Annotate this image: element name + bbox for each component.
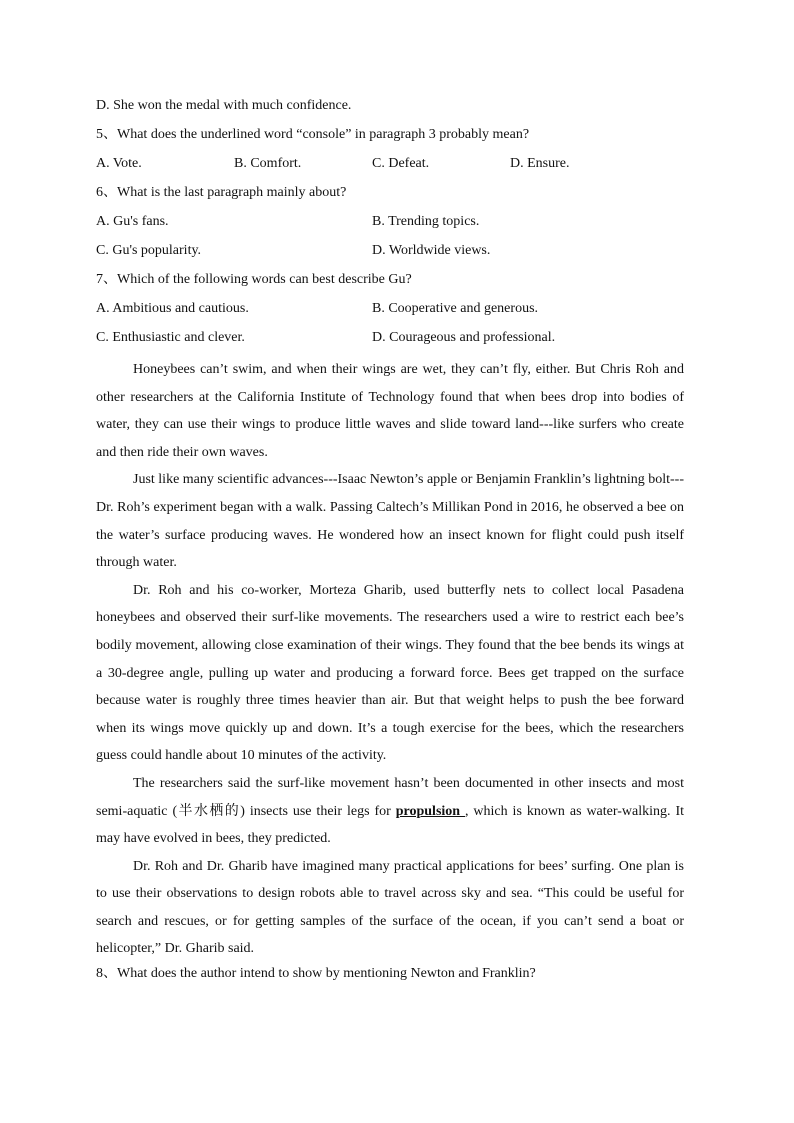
q7-option-b: B. Cooperative and generous. [372,301,539,316]
paragraph-4-text-after: , which is known as water-walking. It may have evolved in bees, they predicted. [96,803,684,847]
q6-stem: 6、What is the last paragraph mainly about? [96,185,347,200]
q7-stem: 7、Which of the following words can best describe Gu? [96,272,412,287]
q6-options-row2 [96,240,684,269]
passage-paragraph-2: Just like many scientific advances---Isaac Newton’s apple or Benjamin Franklin’s lightning bolt---Dr. Roh’s experiment began with a walk. Passing Caltech’s Millikan Pond in 2016, he observed a bee on the water’s surface producing waves. He wondered how an insect known for flight could push itself through water. [96,472,684,571]
q5-options [96,153,684,182]
underlined-word-propulsion: propulsion [395,803,465,819]
q6-option-c: C. Gu's popularity. [96,243,202,258]
q5-stem: 5、What does the underlined word “console” in paragraph 3 probably mean? [96,127,530,142]
q6-option-a: A. Gu's fans. [96,214,169,229]
passage-paragraph-1: Honeybees can’t swim, and when their wings are wet, they can’t fly, either. But Chris Roh and other researchers at the California Institute of Technology found that when bees drop into bodies of water, they can use their wings to produce little waves and slide toward land---like surfers who create and then ride their own waves. [96,362,684,460]
q4-option-d: D. She won the medal with much confidence. [96,98,352,113]
q7-option-d: D. Courageous and professional. [372,330,556,345]
paragraph-4-text-before: The researchers said the surf-like movement hasn’t been documented in other insects and most semi-aquatic (半水栖的) insects use their legs for [96,775,684,819]
exam-page [96,95,684,992]
q5-option-a: A. Vote. [96,156,142,171]
q5-option-d: D. Ensure. [510,156,570,171]
q6-options-row1 [96,211,684,240]
q5-option-c: C. Defeat. [372,156,430,171]
q7-options-row2 [96,327,684,356]
q7-option-c: C. Enthusiastic and clever. [96,330,245,345]
passage-paragraph-5: Dr. Roh and Dr. Gharib have imagined many practical applications for bees’ surfing. One plan is to use their observations to design robots able to travel across sky and sea. “This could be useful for search and rescues, or for getting samples of the surface of the ocean, if you can’t send a boat or helicopter,” Dr. Gharib said. [96,858,684,957]
q7-options-row1 [96,298,684,327]
passage-paragraph-4 [96,770,684,853]
q7-option-a: A. Ambitious and cautious. [96,301,249,316]
q6-option-d: D. Worldwide views. [372,243,491,258]
passage-paragraph-3: Dr. Roh and his co-worker, Morteza Gharib, used butterfly nets to collect local Pasadena honeybees and observed their surf-like movements. The researchers used a wire to restrict each bee’s bodily movement, allowing close examination of their wings. They found that the bee bends its wings at a 30-degree angle, pulling up water and producing a forward force. Bees get trapped on the surface because water is roughly three times heavier than air. But that weight helps to push the bee forward when its wings move quickly up and down. It’s a tough exercise for the bees, which the researchers guess could handle about 10 minutes of the activity. [96,582,684,764]
q5-option-b: B. Comfort. [234,156,302,171]
q8-stem: 8、What does the author intend to show by mentioning Newton and Franklin? [96,966,536,982]
q6-option-b: B. Trending topics. [372,214,480,229]
